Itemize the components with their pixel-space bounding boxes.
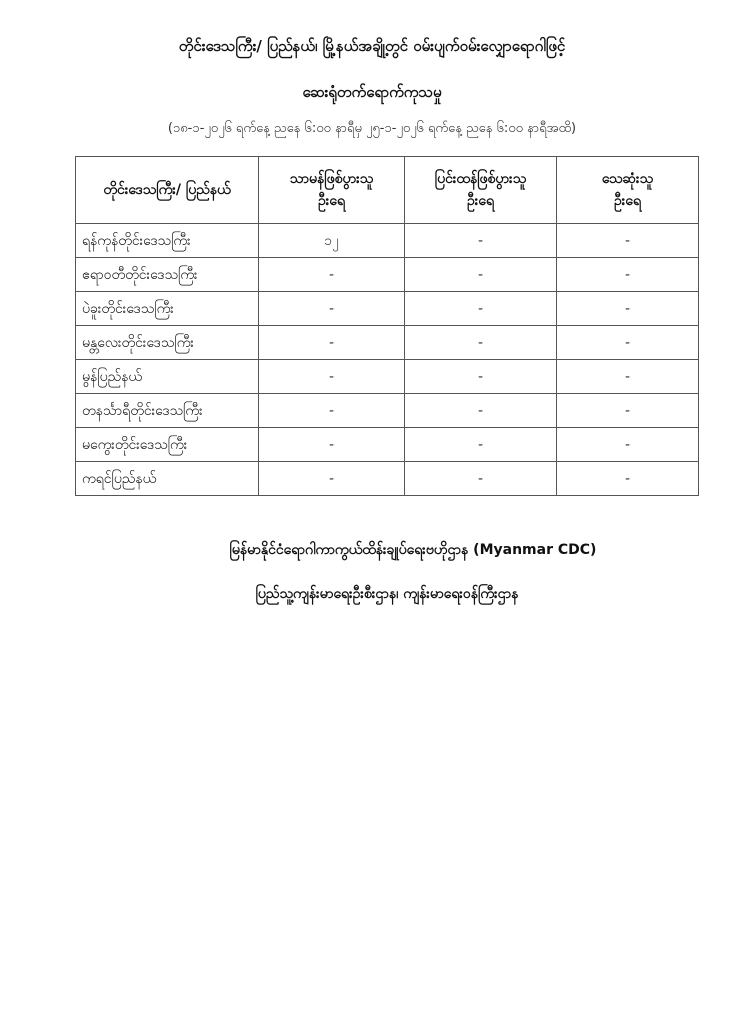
header-deaths xyxy=(557,157,699,224)
region-cell: ဧရာဝတီတိုင်းဒေသကြီး xyxy=(76,258,259,292)
header-severe-cases-line2: ဦးရေ xyxy=(467,193,494,209)
mild-cases-cell: - xyxy=(259,326,405,360)
deaths-cell: - xyxy=(557,428,699,462)
header-mild-cases xyxy=(259,157,405,224)
severe-cases-cell: - xyxy=(405,292,557,326)
deaths-cell: - xyxy=(557,326,699,360)
region-cell: ကရင်ပြည်နယ် xyxy=(76,462,259,496)
table-row xyxy=(76,292,699,326)
deaths-cell: - xyxy=(557,360,699,394)
header-deaths-line1: သေဆုံးသူ xyxy=(601,171,654,187)
region-cell: တနင်္သာရီတိုင်းဒေသကြီး xyxy=(76,394,259,428)
severe-cases-cell: - xyxy=(405,326,557,360)
issuing-agency-line: မြန်မာနိုင်ငံရောဂါကာကွယ်ထိန်းချုပ်ရေးဗဟိုဌာန (Myanmar CDC) xyxy=(229,542,597,558)
table-row xyxy=(76,224,699,258)
deaths-cell: - xyxy=(557,394,699,428)
table-row xyxy=(76,394,699,428)
issuing-department-line: ပြည်သူ့ကျန်းမာရေးဦးစီးဌာန၊ ကျန်းမာရေးဝန်ကြီးဌာန xyxy=(255,586,519,602)
deaths-cell: - xyxy=(557,292,699,326)
header-mild-cases-line2: ဦးရေ xyxy=(318,193,345,209)
header-severe-cases xyxy=(405,157,557,224)
region-cell: မကွေးတိုင်းဒေသကြီး xyxy=(76,428,259,462)
header-mild-cases-line1: သာမန်ဖြစ်ပွားသူ xyxy=(289,171,374,187)
reporting-period: (၁၈-၁-၂၀၂၆ ရက်နေ့ ညနေ ၆:၀၀ နာရီမှ ၂၅-၁-၂၀၂၆ ရက်နေ့ ညနေ ၆:၀၀ နာရီအထိ) xyxy=(167,121,577,136)
table-row xyxy=(76,258,699,292)
severe-cases-cell: - xyxy=(405,394,557,428)
region-cell: မန္တလေးတိုင်းဒေသကြီး xyxy=(76,326,259,360)
severe-cases-cell: - xyxy=(405,462,557,496)
region-cell: ပဲခူးတိုင်းဒေသကြီး xyxy=(76,292,259,326)
header-severe-cases-line1: ပြင်းထန်ဖြစ်ပွားသူ xyxy=(434,171,527,187)
mild-cases-cell: ၁၂ xyxy=(259,224,405,258)
mild-cases-cell: - xyxy=(259,258,405,292)
header-region-label: တိုင်းဒေသကြီး/ ပြည်နယ် xyxy=(103,182,231,198)
table-header-row xyxy=(76,157,699,224)
mild-cases-cell: - xyxy=(259,394,405,428)
region-cell: ရန်ကုန်တိုင်းဒေသကြီး xyxy=(76,224,259,258)
header-deaths-line2: ဦးရေ xyxy=(614,193,641,209)
mild-cases-cell: - xyxy=(259,428,405,462)
severe-cases-cell: - xyxy=(405,258,557,292)
document-title-line-1: တိုင်းဒေသကြီး/ ပြည်နယ်၊ မြို့နယ်အချို့တွင် ဝမ်းပျက်ဝမ်းလျှောရောဂါဖြင့် xyxy=(178,37,566,55)
severe-cases-cell: - xyxy=(405,360,557,394)
table-row xyxy=(76,360,699,394)
severe-cases-cell: - xyxy=(405,428,557,462)
deaths-cell: - xyxy=(557,258,699,292)
mild-cases-cell: - xyxy=(259,462,405,496)
mild-cases-cell: - xyxy=(259,360,405,394)
table-row xyxy=(76,428,699,462)
severe-cases-cell: - xyxy=(405,224,557,258)
deaths-cell: - xyxy=(557,224,699,258)
deaths-cell: - xyxy=(557,462,699,496)
region-cell: မွန်ပြည်နယ် xyxy=(76,360,259,394)
table-row xyxy=(76,462,699,496)
table-row xyxy=(76,326,699,360)
document-title-line-2: ဆေးရုံတက်ရောက်ကုသမှု xyxy=(302,83,442,101)
header-region xyxy=(76,157,259,224)
cases-table xyxy=(75,156,699,496)
mild-cases-cell: - xyxy=(259,292,405,326)
